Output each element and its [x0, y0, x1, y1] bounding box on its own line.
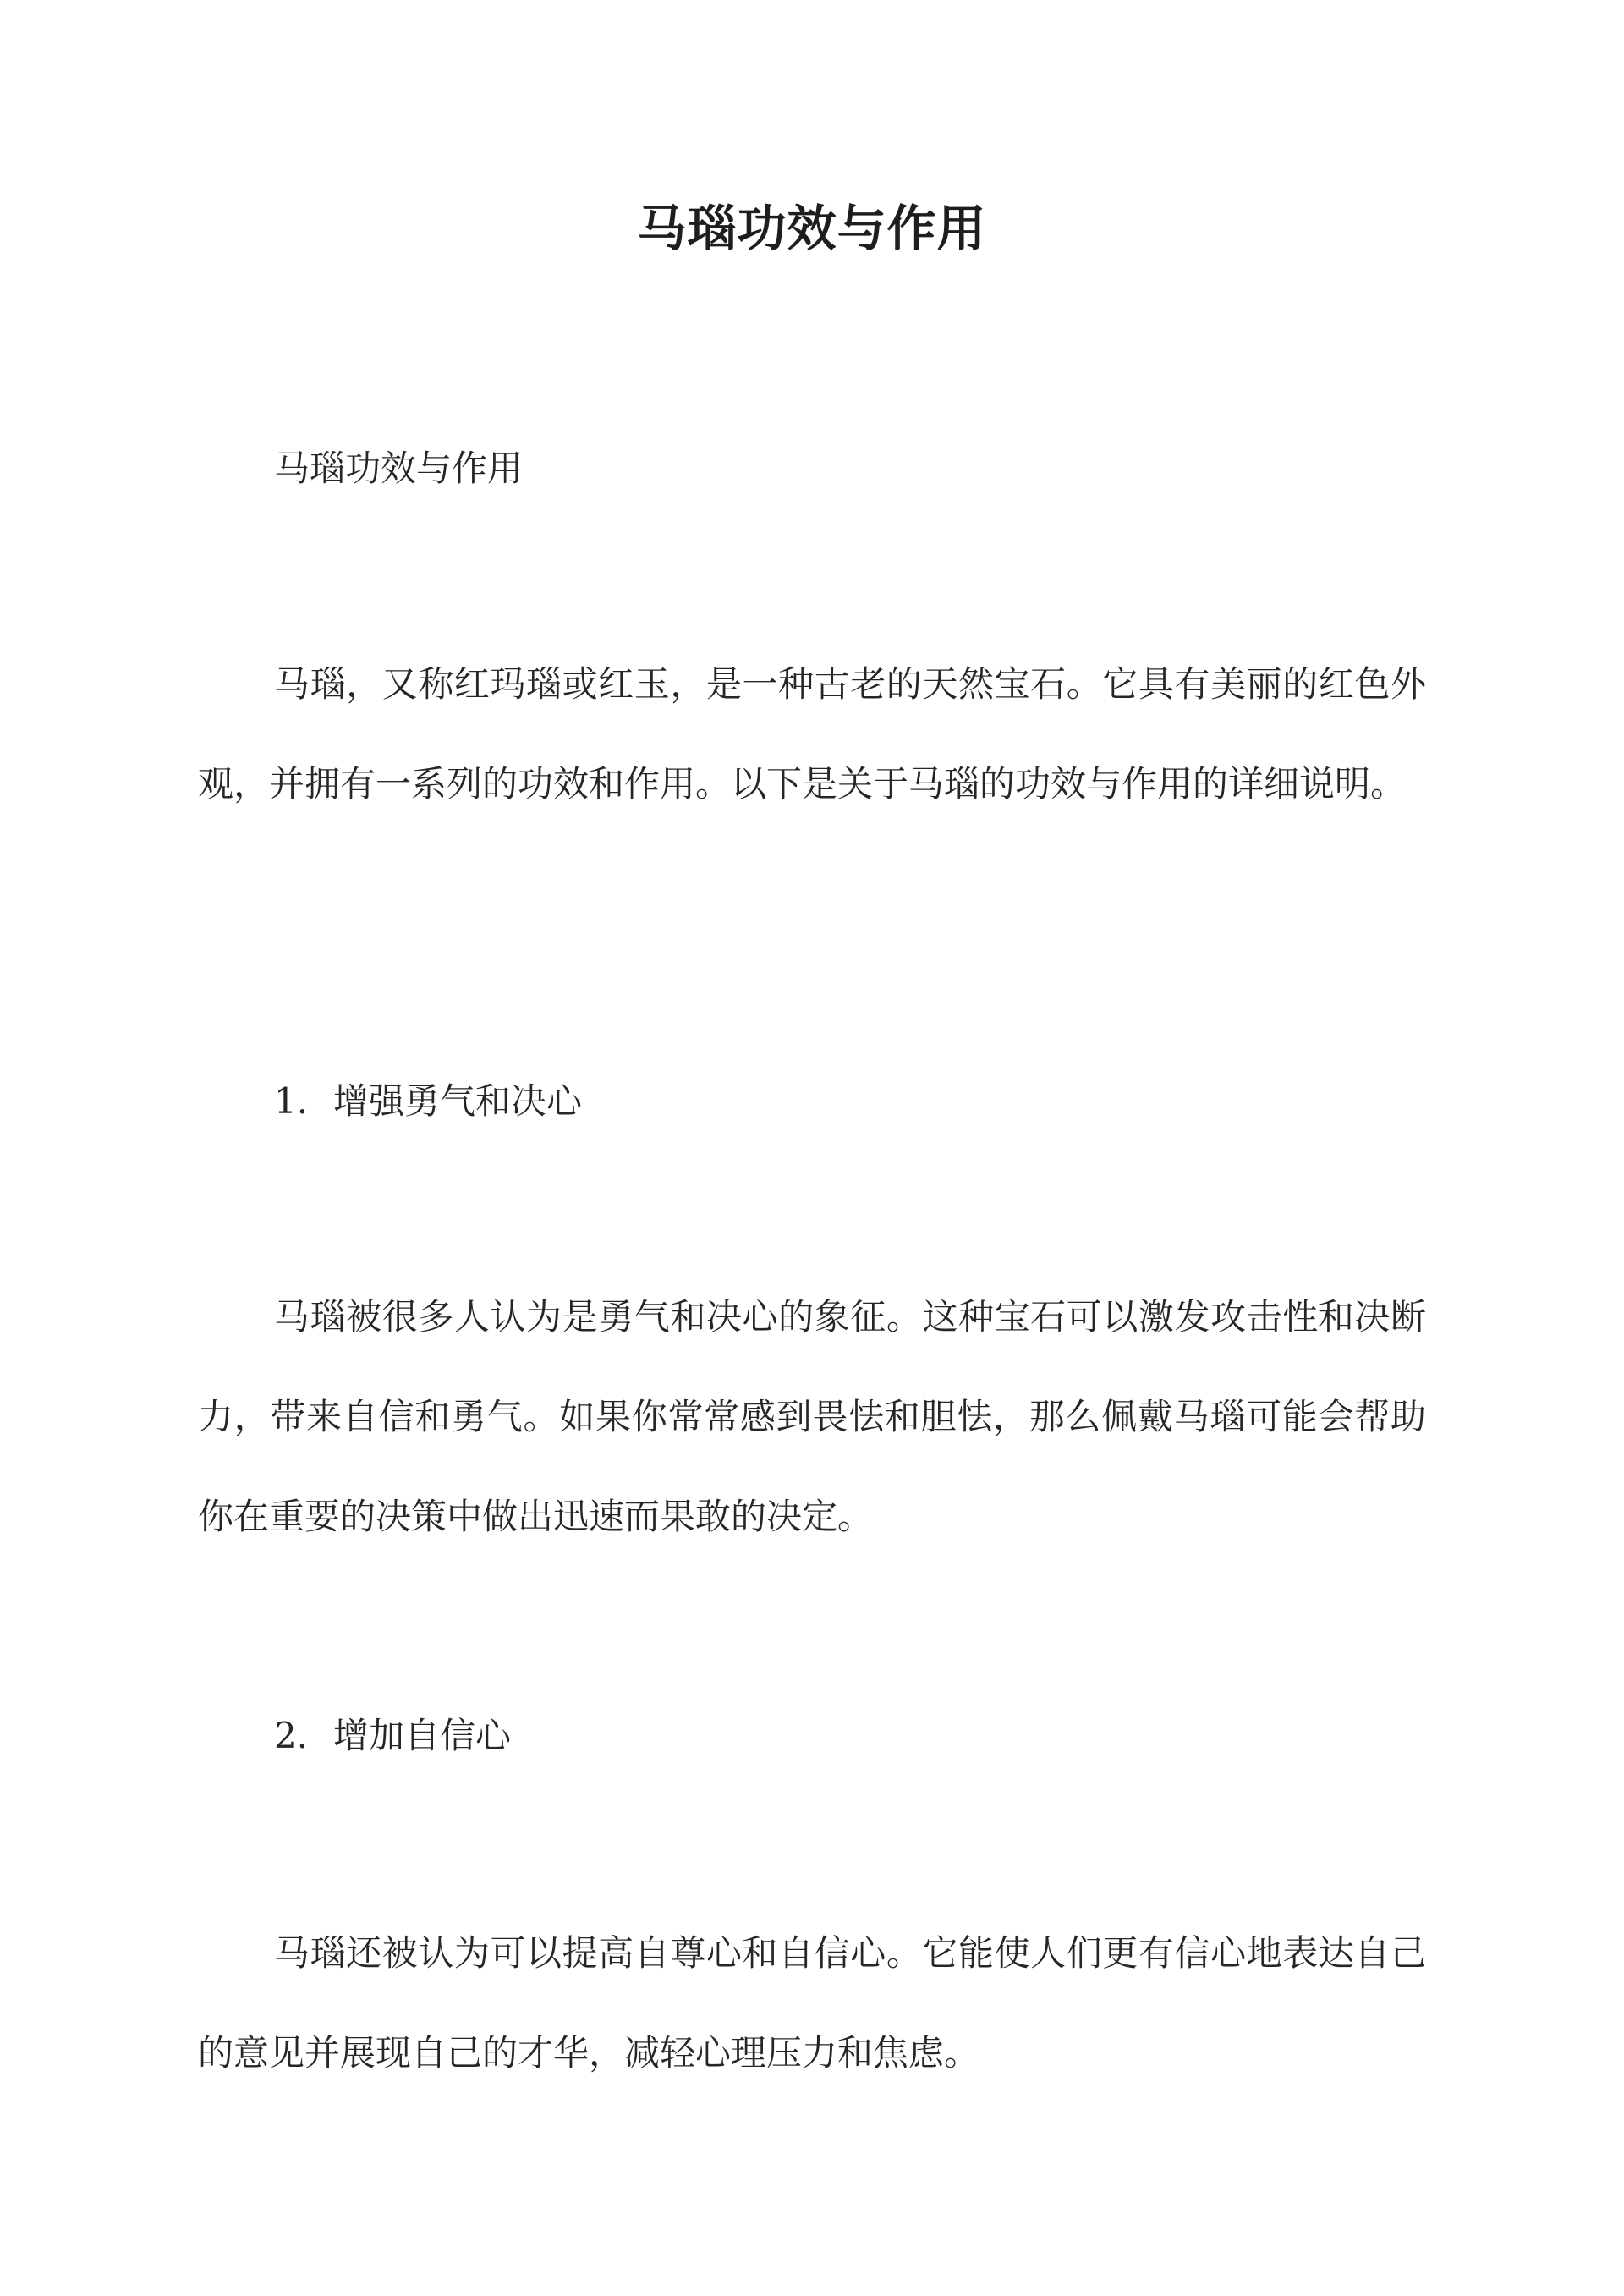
- document-subtitle: 马瑙功效与作用: [274, 448, 524, 489]
- intro-paragraph: 马瑙，又称红玛瑙或红玉，是一种古老的天然宝石。它具有美丽的红色外观，并拥有一系列的功效和作用。以下是关于马瑙的功效与作用的详细说明。: [198, 663, 1426, 805]
- section-number-1: 1.: [274, 1080, 309, 1122]
- section-body-2: 马瑙还被认为可以提高自尊心和自信心。它能使人们更有信心地表达自己的意见并展现自己的才华，减轻心理压力和焦虑。: [198, 1932, 1426, 2074]
- section-body-1: 马瑙被很多人认为是勇气和决心的象征。这种宝石可以激发攻击性和决断力，带来自信和勇气。如果你常常感到畏怯和胆怯，那么佩戴马瑙可能会帮助你在重要的决策中做出迅速而果敢的决定。: [198, 1296, 1426, 1537]
- section-title-2: 增加自信心: [333, 1715, 512, 1756]
- section-heading-2: [274, 1711, 511, 1761]
- section-title-1: 增强勇气和决心: [333, 1080, 583, 1122]
- section-number-2: 2.: [274, 1715, 309, 1756]
- document-title: 马瑙功效与作用: [637, 200, 987, 257]
- section-heading-1: [274, 1076, 582, 1127]
